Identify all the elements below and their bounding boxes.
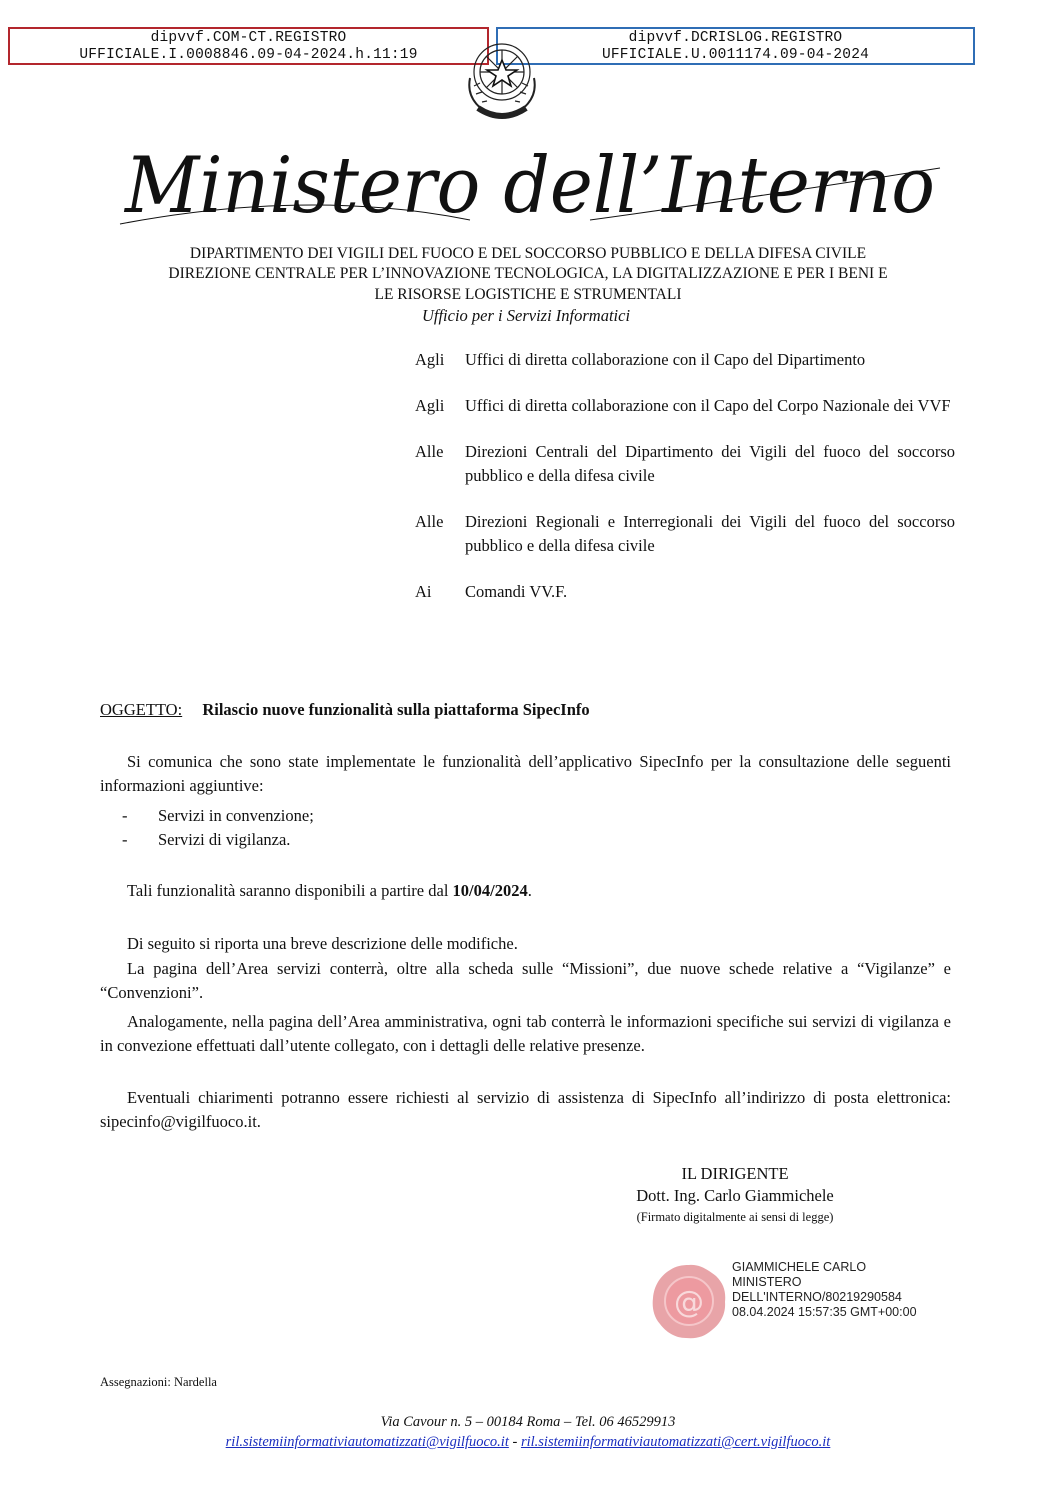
recipient-prefix: Agli (415, 396, 445, 415)
availability-paragraph: Tali funzionalità saranno disponibili a partire dal 10/04/2024. (127, 881, 532, 900)
list-item: - Servizi di vigilanza. (122, 830, 291, 849)
recipient-prefix: Alle (415, 442, 444, 461)
list-item: - Servizi in convenzione; (122, 806, 314, 825)
availability-date: 10/04/2024 (452, 881, 528, 900)
directorate-name-line1: DIREZIONE CENTRALE PER L’INNOVAZIONE TECNOLOGICA, LA DIGITALIZZAZIONE E PER I BENI E (168, 265, 888, 282)
signatory-title: IL DIRIGENTE (681, 1164, 789, 1183)
body-paragraph: La pagina dell’Area servizi conterrà, oltre alla scheda sulle “Missioni”, due nuove schede relative a “Vigilanze” e “Convenzioni”. (100, 959, 951, 1002)
svg-text:@: @ (674, 1285, 704, 1320)
recipient-text: Direzioni Centrali del Dipartimento dei Vigili del fuoco del soccorso pubblico e della difesa civile (465, 442, 955, 485)
directorate-name-line2: LE RISORSE LOGISTICHE E STRUMENTALI (374, 286, 682, 303)
footer-emails (0, 1434, 1056, 1451)
recipient-text: Comandi VV.F. (465, 582, 568, 601)
recipient (415, 348, 955, 372)
signatory-name: Dott. Ing. Carlo Giammichele (636, 1186, 834, 1205)
svg-text:Ministero dell’Interno: Ministero dell’Interno (123, 141, 935, 231)
bullet-list (122, 804, 314, 852)
recipient (415, 580, 955, 604)
digital-signature-seal-icon (650, 1262, 728, 1340)
ministry-letterhead (110, 128, 950, 238)
body-paragraph: Si comunica che sono state implementate le funzionalità dell’applicativo SipecInfo per la consultazione delle seguenti informazioni aggiuntive: (100, 752, 951, 795)
recipient (415, 440, 955, 488)
stamp-protocol-number: UFFICIALE.I.0008846.09-04-2024.h.11:19 (79, 47, 418, 63)
recipient-text: Direzioni Regionali e Interregionali dei Vigili del fuoco del soccorso pubblico e della difesa civile (465, 512, 955, 555)
department-name: DIPARTIMENTO DEI VIGILI DEL FUOCO E DEL SOCCORSO PUBBLICO E DELLA DIFESA CIVILE (189, 245, 867, 262)
recipient (415, 394, 955, 418)
stamp-registry: dipvvf.COM-CT.REGISTRO (150, 30, 347, 46)
signer-org-id: DELL'INTERNO/80219290584 (732, 1290, 902, 1304)
office-name: Ufficio per i Servizi Informatici (421, 306, 631, 325)
stamp-protocol-number: UFFICIALE.U.0011174.09-04-2024 (601, 47, 870, 63)
assignments-note: Assegnazioni: Nardella (100, 1375, 217, 1389)
recipient-text: Uffici di diretta collaborazione con il Capo del Corpo Nazionale dei VVF (465, 396, 951, 415)
footer-address: Via Cavour n. 5 – 00184 Roma – Tel. 06 46529913 (380, 1414, 676, 1430)
stamp-registry: dipvvf.DCRISLOG.REGISTRO (628, 30, 843, 46)
recipient-prefix: Alle (415, 512, 444, 531)
pec-email-link[interactable]: ril.sistemiinformativiautomatizzati@cert.vigilfuoco.it (520, 1434, 831, 1450)
subject-line (100, 700, 590, 720)
protocol-stamp-incoming (8, 27, 489, 65)
subject-label: OGGETTO: (100, 700, 183, 719)
protocol-stamp-outgoing (496, 27, 975, 65)
italian-republic-emblem-icon (456, 28, 548, 126)
body-paragraph: Analogamente, nella pagina dell’Area amministrativa, ogni tab conterrà le informazioni specifiche sui servizi di vigilanza e in convezione effettuati dall’utente collegato, con i dettagli delle relative presenze. (100, 1012, 951, 1055)
changes-intro: Di seguito si riporta una breve descrizione delle modifiche. (127, 934, 518, 953)
signature-note: (Firmato digitalmente ai sensi di legge) (636, 1210, 834, 1224)
recipients-list (415, 348, 955, 626)
recipient-prefix: Agli (415, 350, 445, 369)
signer-name: GIAMMICHELE CARLO (732, 1260, 867, 1274)
recipient-text: Uffici di diretta collaborazione con il Capo del Dipartimento (465, 350, 866, 369)
signature-timestamp: 08.04.2024 15:57:35 GMT+00:00 (732, 1305, 917, 1319)
email-separator: - (508, 1434, 521, 1450)
digital-signature-info (732, 1260, 917, 1320)
subject-text: Rilascio nuove funzionalità sulla piattaforma SipecInfo (202, 700, 590, 719)
signer-org: MINISTERO (732, 1275, 802, 1289)
contact-paragraph: Eventuali chiarimenti potranno essere richiesti al servizio di assistenza di SipecInfo all’indirizzo di posta elettronica: sipecinfo@vigilfuoco.it. (100, 1088, 951, 1131)
email-link[interactable]: ril.sistemiinformativiautomatizzati@vigilfuoco.it (225, 1434, 509, 1450)
recipient (415, 510, 955, 558)
recipient-prefix: Ai (415, 582, 432, 601)
